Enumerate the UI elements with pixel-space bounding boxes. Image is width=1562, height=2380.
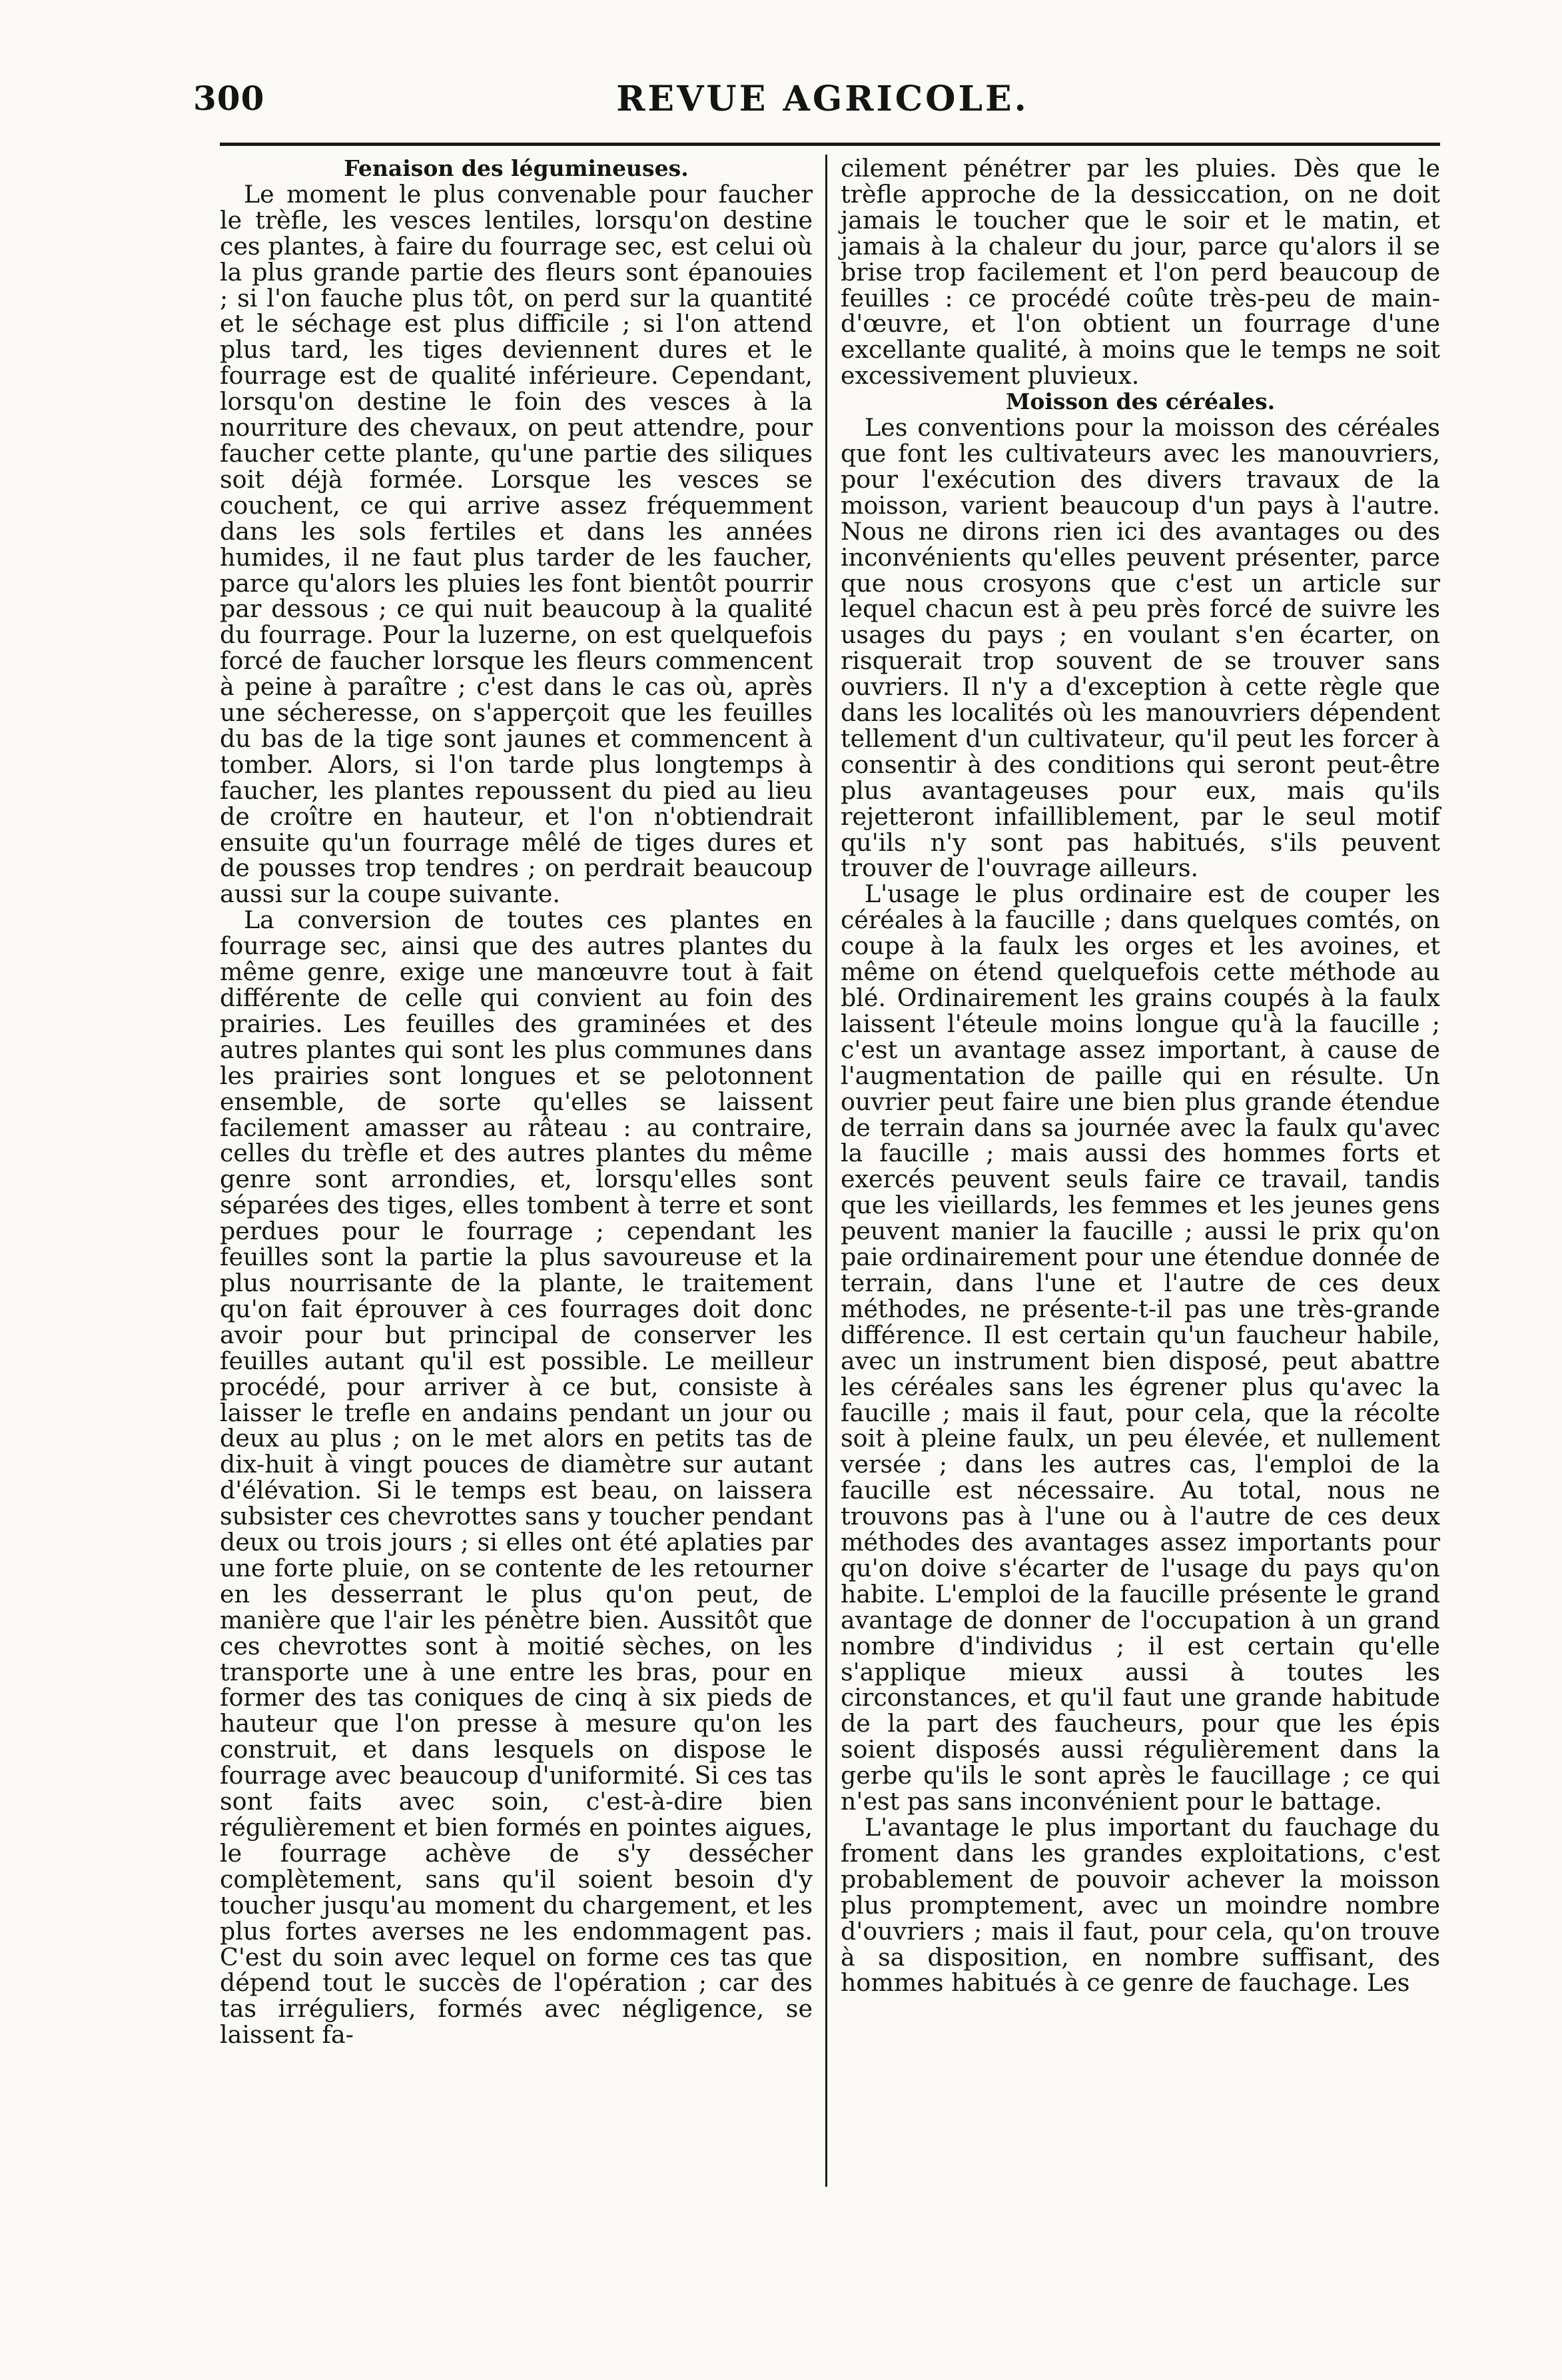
left-column [220, 156, 813, 2048]
running-header [193, 79, 1452, 132]
paragraph: Le moment le plus convenable pour faucher le trèfle, les vesces lentiles, lorsqu'on destine ces plantes, à faire du fourrage sec, est celui où la plus grande partie des fleurs sont épanouies ; si l'on fauche plus tôt, on perd sur la quantité et le séchage est plus difficile ; si l'on attend plus tard, les tiges deviennent dures et le fourrage est de qualité inférieure. Cependant, lorsqu'on destine le foin des vesces à la nourriture des chevaux, on peut attendre, pour faucher cette plante, qu'une partie des siliques soit déjà formée. Lorsque les vesces se couchent, ce qui arrive assez fréquemment dans les sols fertiles et dans les années humides, il ne faut plus tarder de les faucher, parce qu'alors les pluies les font bientôt pourrir par dessous ; ce qui nuit beaucoup à la qualité du fourrage. Pour la luzerne, on est quelquefois forcé de faucher lorsque les fleurs commencent à peine à paraître ; c'est dans le cas où, après une sécheresse, on s'apperçoit que les feuilles du bas de la tige sont jaunes et commencent à tomber. Alors, si l'on tarde plus longtemps à faucher, les plantes repoussent du pied au lieu de croître en hauteur, et l'on n'obtiendrait ensuite qu'un fourrage mêlé de tiges dures et de pousses trop tendres ; on perdrait beaucoup aussi sur la coupe suivante. [220, 179, 813, 909]
header-rule [220, 143, 1440, 146]
paragraph: Les conventions pour la moisson des céréales que font les cultivateurs avec les manouvriers, pour l'exécution des divers travaux de la moisson, varient beaucoup d'un pays à l'autre. Nous ne dirons rien ici des avantages ou des inconvénients qu'elles peuvent présenter, parce que nous crosyons que c'est un article sur lequel chacun est à peu près forcé de suivre les usages du pays ; en voulant s'en écarter, on risquerait trop souvent de se trouver sans ouvriers. Il n'y a d'exception à cette règle que dans les localités où les manouvriers dépendent tellement d'un cultivateur, qu'il peut les forcer à consentir à des conditions qui seront peut-être plus avantageuses pour eux, mais qu'ils rejetteront infailliblement, par le seul motif qu'ils n'y sont pas habitués, s'ils peuvent trouver de l'ouvrage ailleurs. [841, 413, 1440, 883]
section-title-fenaison: Fenaison des légumineuses. [344, 155, 689, 181]
page-number: 300 [193, 79, 265, 118]
paragraph: L'avantage le plus important du fauchage du froment dans les grandes exploitations, c'est probablement de pouvoir achever la moisson plus promptement, avec un moindre nombre d'ouvriers ; mais il faut, pour cela, qu'on trouve à sa disposition, en nombre suffisant, des hommes habitués à ce genre de fauchage. Les [841, 1813, 1440, 1998]
section-title-moisson: Moisson des céréales. [1005, 388, 1276, 415]
journal-title: REVUE AGRICOLE. [616, 79, 1029, 119]
paragraph-continuation: cilement pénétrer par les pluies. Dès que le trèfle approche de la dessiccation, on ne doit jamais le toucher que le soir et le matin, et jamais à la chaleur du jour, parce qu'alors il se brise trop facilement et l'on perd beaucoup de feuilles : ce procédé coûte très-peu de main-d'œuvre, et l'on obtient un fourrage d'une excellante qualité, à moins que le temps ne soit excessivement pluvieux. [841, 154, 1440, 390]
paragraph: La conversion de toutes ces plantes en fourrage sec, ainsi que des autres plantes du même genre, exige une manœuvre tout à fait différente de celle qui convient au foin des prairies. Les feuilles des graminées et des autres plantes qui sont les plus communes dans les prairies sont longues et se pelotonnent ensemble, de sorte qu'elles se laissent facilement amasser au râteau : au contraire, celles du trèfle et des autres plantes du même genre sont arrondies, et, lorsqu'elles sont séparées des tiges, elles tombent à terre et sont perdues pour le fourrage ; cependant les feuilles sont la partie la plus savoureuse et la plus nourrisante de la plante, le traitement qu'on fait éprouver à ces fourrages doit donc avoir pour but principal de conserver les feuilles autant qu'il est possible. Le meilleur procédé, pour arriver à ce but, consiste à laisser le trefle en andains pendant un jour ou deux au plus ; on le met alors en petits tas de dix-huit à vingt pouces de diamètre sur autant d'élévation. Si le temps est beau, on laissera subsister ces chevrottes sans y toucher pendant deux ou trois jours ; si elles ont été aplaties par une forte pluie, on se contente de les retourner en les desserrant le plus qu'on peut, de manière que l'air les pénètre bien. Aussitôt que ces chevrottes sont à moitié sèches, on les transporte une à une entre les bras, pour en former des tas coniques de cinq à six pieds de hauteur que l'on presse à mesure qu'on les construit, et dans lesquels on dispose le fourrage avec beaucoup d'uniformité. Si ces tas sont faits avec soin, c'est-à-dire bien régulièrement et bien formés en pointes aigues, le fourrage achève de s'y dessécher complètement, sans qu'il soient besoin d'y toucher jusqu'au moment du chargement, et les plus fortes averses ne les endommagent pas. C'est du soin avec lequel on forme ces tas que dépend tout le succès de l'opération ; car des tas irréguliers, formés avec négligence, se laissent fa- [220, 905, 813, 2050]
column-divider [825, 155, 827, 2187]
paragraph: L'usage le plus ordinaire est de couper les céréales à la faucille ; dans quelques comtés, on coupe à la faulx les orges et les avoines, et même on étend quelquefois cette méthode au blé. Ordinairement les grains coupés à la faulx laissent l'éteule moins longue qu'à la faucille ; c'est un avantage assez important, à cause de l'augmentation de paille qui en résulte. Un ouvrier peut faire une bien plus grande étendue de terrain dans sa journée avec la faulx qu'avec la faucille ; mais aussi des hommes forts et exercés peuvent seuls faire ce travail, tandis que les vieillards, les femmes et les jeunes gens peuvent manier la faucille ; aussi le prix qu'on paie ordinairement pour une étendue donnée de terrain, dans l'une et l'autre de ces deux méthodes, ne présente-t-il pas une très-grande différence. Il est certain qu'un faucheur habile, avec un instrument bien disposé, peut abattre les céréales sans les égrener plus qu'avec la faucille ; mais il faut, pour cela, que la récolte soit à pleine faulx, un peu élevée, et nullement versée ; dans les autres cas, l'emploi de la faucille est nécessaire. Au total, nous ne trouvons pas à l'une ou à l'autre de ces deux méthodes des avantages assez importants pour qu'on doive s'écarter de l'usage du pays qu'on habite. L'emploi de la faucille présente le grand avantage de donner de l'occupation à un grand nombre d'individus ; il est certain qu'elle s'applique mieux aussi à toutes les circonstances, et qu'il faut une grande habitude de la part des faucheurs, pour que les épis soient disposés aussi régulièrement dans la gerbe qu'ils le sont après le faucillage ; ce qui n'est pas sans inconvénient pour le battage. [841, 880, 1440, 1816]
right-column [841, 156, 1440, 1996]
